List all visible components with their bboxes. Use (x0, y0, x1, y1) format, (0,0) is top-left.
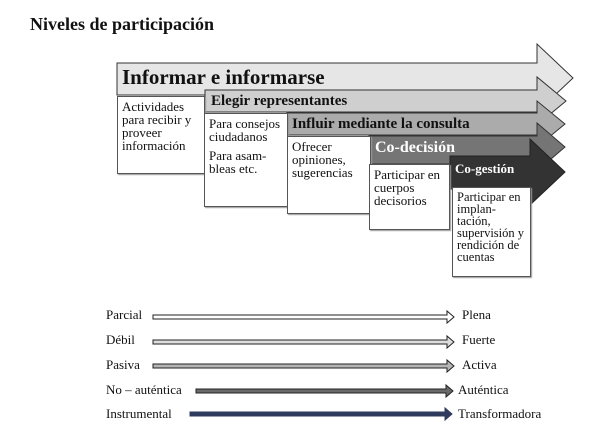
description-text: Participar en implan-tación, supervisión y rendición de cuentas (457, 190, 525, 264)
scale-to-3: Activa (462, 357, 497, 372)
scale-to-4: Auténtica (458, 382, 509, 397)
scale-from-3: Pasiva (106, 357, 140, 372)
level-description-3 (287, 136, 371, 214)
level-description-2 (204, 113, 288, 207)
description-text: Para asam-bleas etc. (209, 148, 267, 176)
scale-from-5: Instrumental (106, 406, 172, 421)
scale-arrow-5 (190, 408, 452, 420)
scale-from-2: Débil (106, 332, 135, 347)
diagram-title: Niveles de participación (30, 14, 214, 34)
description-text: Actividades para recibir y proveer información (122, 99, 192, 153)
level-description-4 (369, 164, 450, 230)
scale-arrow-3 (153, 360, 454, 372)
level-label-2: Elegir representantes (211, 93, 348, 109)
description-text: Participar en cuerpos decisorios (374, 167, 441, 208)
description-text: Para consejos ciudadanos (209, 116, 281, 144)
level-description-1 (117, 96, 205, 174)
scale-arrow-1 (153, 311, 454, 323)
level-label-1: Informar e informarse (122, 65, 325, 89)
level-label-3: Influir mediante la consulta (292, 116, 470, 132)
level-description-5 (452, 187, 531, 277)
scale-to-5: Transformadora (458, 406, 542, 421)
scale-from-1: Parcial (106, 307, 143, 322)
scale-to-2: Fuerte (462, 332, 496, 347)
scale-arrow-4 (196, 385, 453, 397)
level-label-5: Co-gestión (455, 161, 515, 176)
description-text: Ofrecer opiniones, sugerencias (292, 139, 353, 180)
scale-to-1: Plena (462, 307, 491, 322)
level-label-4: Co-decisión (375, 139, 455, 156)
scale-from-4: No – auténtica (106, 382, 182, 397)
scale-arrow-2 (153, 336, 454, 348)
